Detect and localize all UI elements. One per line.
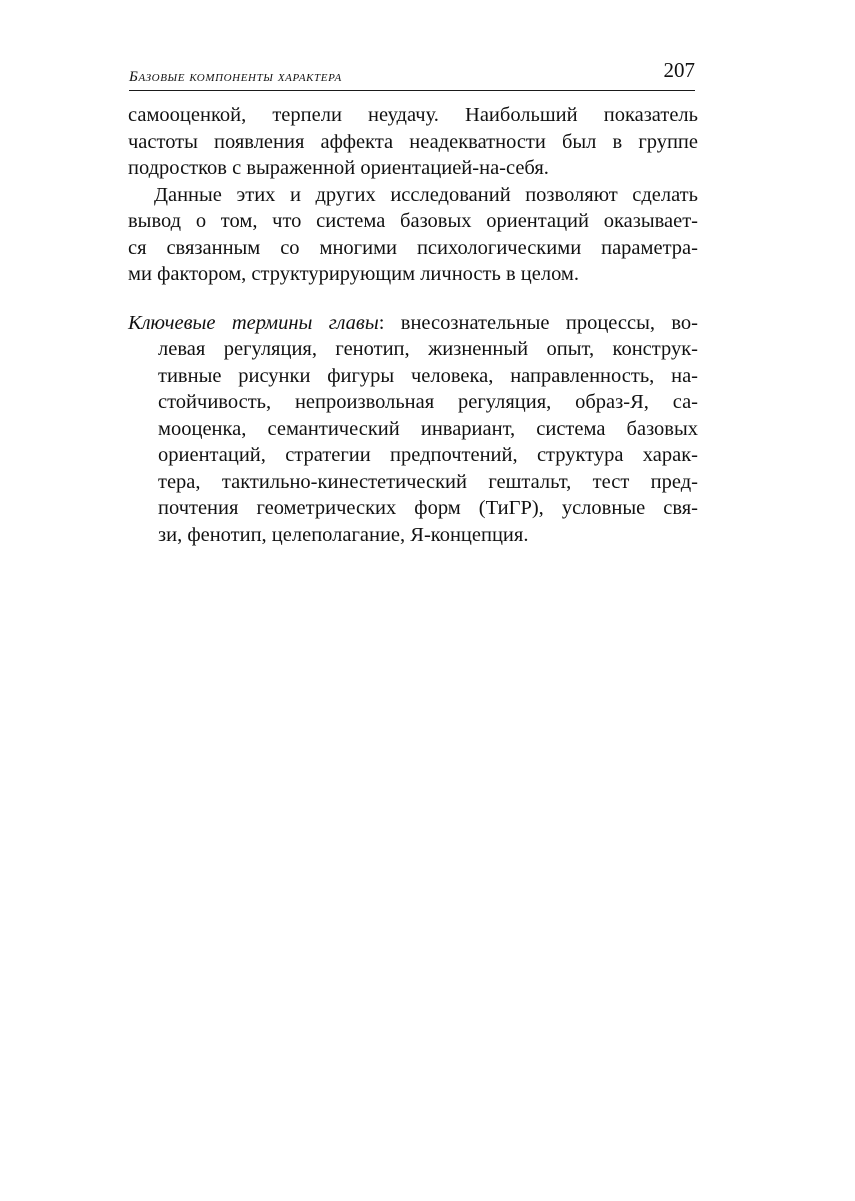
- text-line: подростков с выраженной ориентацией-на-себя.: [128, 157, 549, 179]
- text-line: стойчивость, непроизвольная регуляция, образ-Я, са-: [158, 391, 698, 413]
- key-terms-label: Ключевые термины главы: [128, 311, 379, 334]
- text-line: тера, тактильно-кинестетический гештальт, тест пред-: [158, 470, 698, 493]
- running-title: Базовые компоненты характера: [129, 69, 342, 85]
- text-line: ми фактором, структурирующим личность в целом.: [128, 263, 580, 285]
- text-line: самооценкой, терпели неудачу. Наибольший показатель: [128, 104, 698, 126]
- text-line: Данные этих и других исследований позволяют сделать: [154, 183, 698, 206]
- text-line: ориентаций, стратегии предпочтений, структура харак-: [158, 444, 698, 466]
- text-line: частоты появления аффекта неадекватности был в группе: [128, 130, 698, 153]
- paragraph-gap: [128, 288, 698, 310]
- text-line: ся связанным со многими психологическими параметра-: [128, 236, 698, 259]
- paragraph-2: [128, 182, 698, 288]
- text-line: тивные рисунки фигуры человека, направленность, на-: [158, 364, 698, 387]
- body-text: [128, 102, 698, 548]
- text-line: левая регуляция, генотип, жизненный опыт, конструк-: [158, 338, 698, 360]
- key-terms-first-line-text: : внесознательные процессы, во-: [378, 311, 698, 334]
- text-line: почтения геометрических форм (ТиГР), условные свя-: [158, 497, 698, 519]
- text-line: вывод о том, что система базовых ориентаций оказывает-: [128, 210, 698, 232]
- page-number: 207: [663, 58, 695, 82]
- running-header: [129, 56, 695, 91]
- text-line: зи, фенотип, целеполагание, Я-концепция.: [158, 523, 529, 546]
- paragraph-1: [128, 102, 698, 182]
- text-line: мооценка, семантический инвариант, система базовых: [158, 417, 698, 440]
- key-terms-first-line: [128, 310, 698, 337]
- key-terms-block: [128, 310, 698, 549]
